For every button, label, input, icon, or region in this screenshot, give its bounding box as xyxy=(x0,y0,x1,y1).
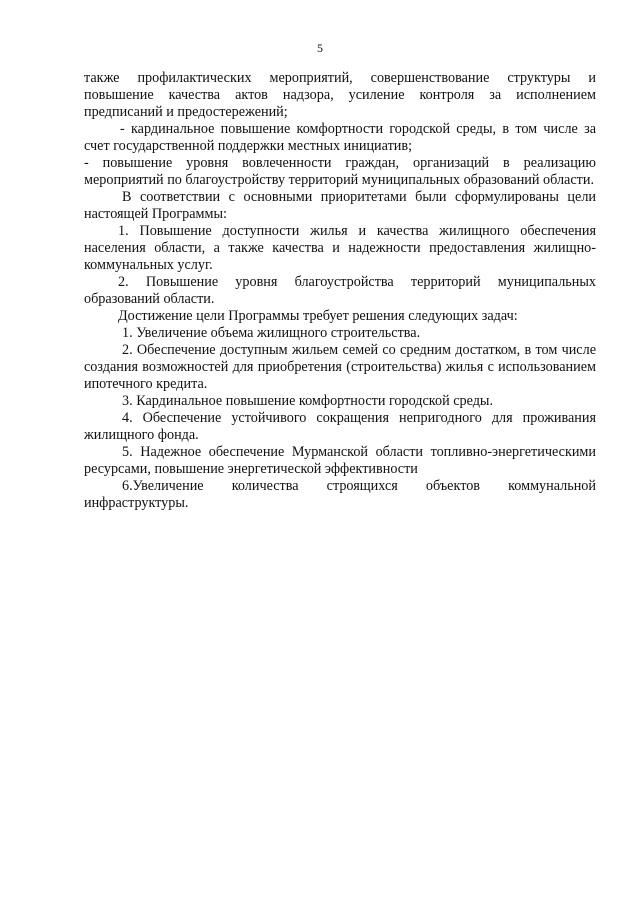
task-item-4: 4. Обеспечение устойчивого сокращения непригодного для проживания жилищного фонда. xyxy=(84,410,596,443)
paragraph-1: также профилактических мероприятий, совершенствование структуры и повышение качества актов надзора, усиление контроля за исполнением предписаний и предостережений; xyxy=(84,70,596,120)
page-number: 5 xyxy=(317,41,323,55)
paragraph-2: - кардинальное повышение комфортности городской среды, в том числе за счет государственной поддержки местных инициатив; xyxy=(84,121,596,154)
document-body xyxy=(84,70,596,512)
task-item-2: 2. Обеспечение доступным жильем семей со средним достатком, в том числе создания возможностей для приобретения (строительства) жилья с использованием ипотечного кредита. xyxy=(84,342,596,392)
goal-item-2: 2. Повышение уровня благоустройства территорий муниципальных образований области. xyxy=(84,274,596,307)
task-item-3: 3. Кардинальное повышение комфортности городской среды. xyxy=(122,393,494,409)
goal-item-1: 1. Повышение доступности жилья и качества жилищного обеспечения населения области, а также качества и надежности предоставления жилищно-коммунальных услуг. xyxy=(84,223,596,273)
task-item-5: 5. Надежное обеспечение Мурманской области топливно-энергетическими ресурсами, повышение энергетической эффективности xyxy=(84,444,596,477)
paragraph-3: - повышение уровня вовлеченности граждан, организаций в реализацию мероприятий по благоустройству территорий муниципальных образований области. xyxy=(84,155,596,188)
task-item-1: 1. Увеличение объема жилищного строительства. xyxy=(122,325,421,341)
tasks-intro: Достижение цели Программы требует решения следующих задач: xyxy=(118,308,518,324)
paragraph-4: В соответствии с основными приоритетами были сформулированы цели настоящей Программы: xyxy=(84,189,596,222)
task-item-6: 6.Увеличение количества строящихся объектов коммунальной инфраструктуры. xyxy=(84,478,596,511)
